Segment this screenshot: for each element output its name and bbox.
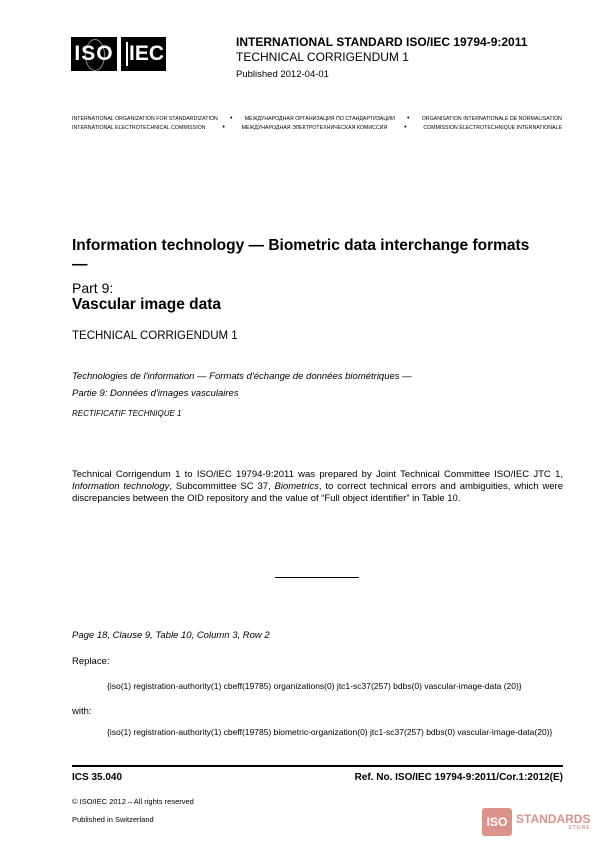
correction-location: Page 18, Clause 9, Table 10, Column 3, Row 2 — [72, 630, 270, 641]
store-iso-icon: ISO — [482, 808, 512, 836]
separator-dot: • — [407, 115, 410, 122]
standard-title: INTERNATIONAL STANDARD ISO/IEC 19794-9:2011 — [236, 35, 528, 49]
french-tc-label: RECTIFICATIF TECHNIQUE 1 — [72, 409, 182, 418]
new-oid: {iso(1) registration-authority(1) cbeff(19785) biometric-organization(0) jtc1-sc37(257) bdbs(0) vascular-image-data(20)} — [107, 727, 553, 737]
french-title: Technologies de l'information — Formats d'échange de données biométriques — — [72, 371, 412, 382]
iso-logo-text: ISO — [74, 42, 114, 65]
corrigendum-label: TECHNICAL CORRIGENDUM 1 — [236, 50, 409, 64]
intro-text: , to correct technical errors and ambiguities, which were discrepancies between the OID repository and the value of “Full object identifier” in Table 10. — [72, 481, 563, 505]
old-oid: {iso(1) registration-authority(1) cbeff(19785) organizations(0) jtc1-sc37(257) bdbs(0) vascular-image-data (20)} — [107, 681, 522, 691]
with-label: with: — [72, 706, 92, 717]
org-name: МЕЖДУНАРОДНАЯ ОРГАНИЗАЦИЯ ПО СТАНДАРТИЗАЦИИ — [244, 116, 395, 122]
iec-logo — [121, 37, 166, 71]
reference-number: Ref. No. ISO/IEC 19794-9:2011/Cor.1:2012(E) — [354, 772, 563, 783]
org-name: ORGANISATION INTERNATIONALE DE NORMALISATION — [421, 116, 562, 122]
org-name: МЕЖДУНАРОДНАЯ ЭЛЕКТРОТЕХНИЧЕСКАЯ КОМИССИЯ — [241, 125, 388, 131]
store-sub: STORE — [568, 825, 591, 831]
tc-label: TECHNICAL CORRIGENDUM 1 — [72, 330, 238, 342]
org-name: INTERNATIONAL ORGANIZATION FOR STANDARDIZATION — [72, 116, 218, 122]
part-number: Part 9: — [72, 280, 114, 296]
org-name: COMMISSION ÉLECTROTECHNIQUE INTERNATIONALE — [423, 125, 562, 131]
footer-rule — [72, 765, 563, 767]
separator-dot: • — [222, 124, 225, 131]
iso-logo — [71, 37, 117, 71]
part-title: Vascular image data — [72, 296, 222, 313]
intro-italic: Biometrics — [274, 481, 319, 493]
org-line-2 — [72, 125, 562, 131]
store-watermark — [482, 808, 590, 836]
published-in: Published in Switzerland — [72, 815, 154, 824]
intro-paragraph — [72, 469, 563, 506]
intro-text: , Subcommittee SC 37, — [169, 481, 275, 493]
iec-logo-text: IEC — [128, 42, 164, 65]
iec-bar-icon — [126, 42, 128, 66]
divider — [275, 577, 359, 578]
separator-dot: • — [404, 124, 407, 131]
separator-dot: • — [230, 115, 233, 122]
french-part-title: Partie 9: Données d'images vasculaires — [72, 388, 239, 399]
store-text — [516, 813, 590, 831]
store-name: STANDARDS — [516, 812, 591, 826]
replace-label: Replace: — [72, 656, 110, 667]
published-date: Published 2012-04-01 — [236, 69, 329, 80]
ics-code: ICS 35.040 — [72, 772, 123, 783]
org-line-1 — [72, 116, 562, 122]
org-name: INTERNATIONAL ELECTROTECHNICAL COMMISSION — [72, 125, 206, 131]
intro-text: Technical Corrigendum 1 to ISO/IEC 19794-9:2011 was prepared by Joint Technical Committee ISO/IEC JTC 1, — [72, 469, 563, 480]
intro-italic: Information technology — [72, 481, 170, 493]
document-title: Information technology — Biometric data interchange formats — — [72, 237, 530, 273]
copyright: © ISO/IEC 2012 – All rights reserved — [72, 797, 194, 806]
